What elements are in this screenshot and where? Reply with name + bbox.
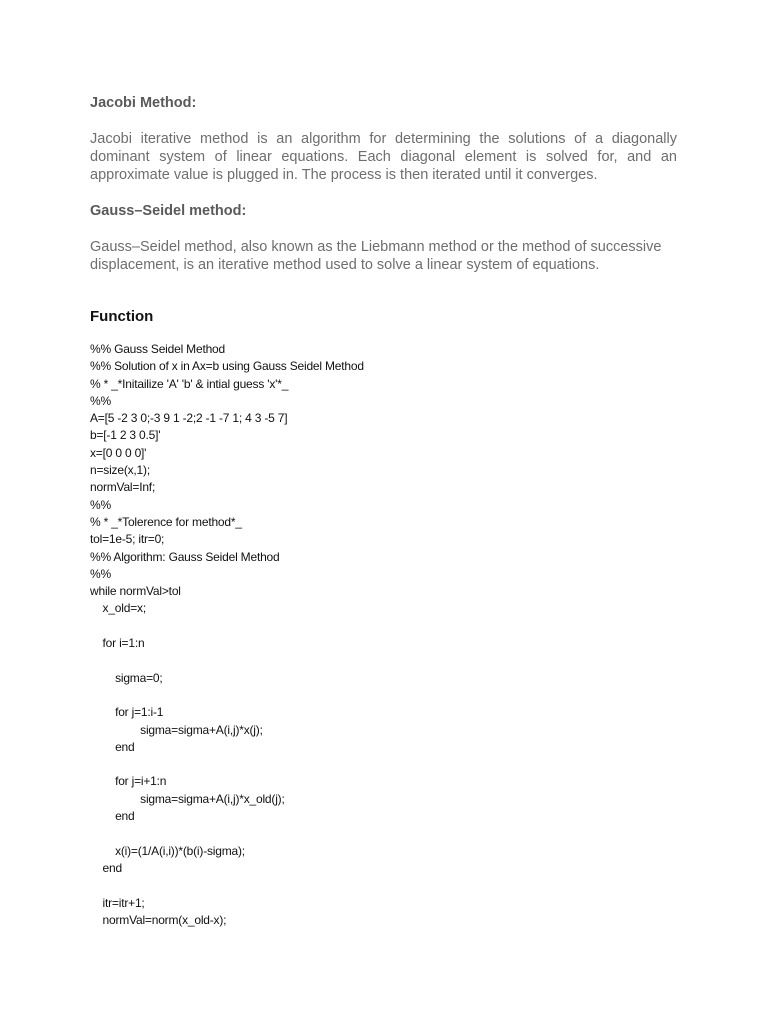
code-line: for j=i+1:n [90,774,167,789]
code-line: sigma=0; [90,670,163,685]
document-content [90,94,677,929]
function-heading: Function [90,308,154,325]
code-line [90,756,677,773]
code-line: %% [90,393,111,408]
code-line: n=size(x,1); [90,463,150,478]
jacobi-heading: Jacobi Method: [90,95,197,111]
code-line: x_old=x; [90,601,146,616]
code-line: end [90,809,135,824]
code-line: tol=1e-5; itr=0; [90,532,165,547]
code-line [90,687,677,704]
code-line: itr=itr+1; [90,895,145,910]
code-line: %% Solution of x in Ax=b using Gauss Seidel Method [90,359,364,374]
code-line [90,652,677,669]
code-line: sigma=sigma+A(i,j)*x(j); [90,722,263,737]
code-line: for i=1:n [90,636,145,651]
jacobi-paragraph: Jacobi iterative method is an algorithm for determining the solutions of a diagonally dominant system of linear equations. Each diagonal element is solved for, and an approximate value is plugged in. The process is then iterated until it converges. [90,131,677,183]
code-line: %% [90,497,111,512]
code-listing [90,341,677,929]
code-line [90,877,677,894]
code-line: x(i)=(1/A(i,i))*(b(i)-sigma); [90,843,245,858]
code-line: %% Gauss Seidel Method [90,342,226,356]
code-line: for j=1:i-1 [90,705,164,720]
code-line: end [90,739,135,754]
code-line [90,825,677,842]
code-line: % * _*Initailize 'A' 'b' & intial guess 'x'*_ [90,376,289,391]
code-line: normVal=Inf; [90,480,156,495]
code-line: %% [90,566,111,581]
code-line: A=[5 -2 3 0;-3 9 1 -2;2 -1 -7 1; 4 3 -5 7] [90,411,288,426]
code-line [90,618,677,635]
gauss-seidel-heading: Gauss–Seidel method: [90,203,247,219]
code-line: % * _*Tolerence for method*_ [90,514,242,529]
code-line: end [90,860,122,875]
code-line: normVal=norm(x_old-x); [90,912,227,927]
code-line: while normVal>tol [90,584,181,599]
code-line: x=[0 0 0 0]' [90,445,147,460]
code-line: sigma=sigma+A(i,j)*x_old(j); [90,791,285,806]
code-line: b=[-1 2 3 0.5]' [90,428,161,443]
code-line: %% Algorithm: Gauss Seidel Method [90,549,280,564]
gauss-seidel-paragraph: Gauss–Seidel method, also known as the Liebmann method or the method of successive displacement, is an iterative method used to solve a linear system of equations. [90,239,662,273]
